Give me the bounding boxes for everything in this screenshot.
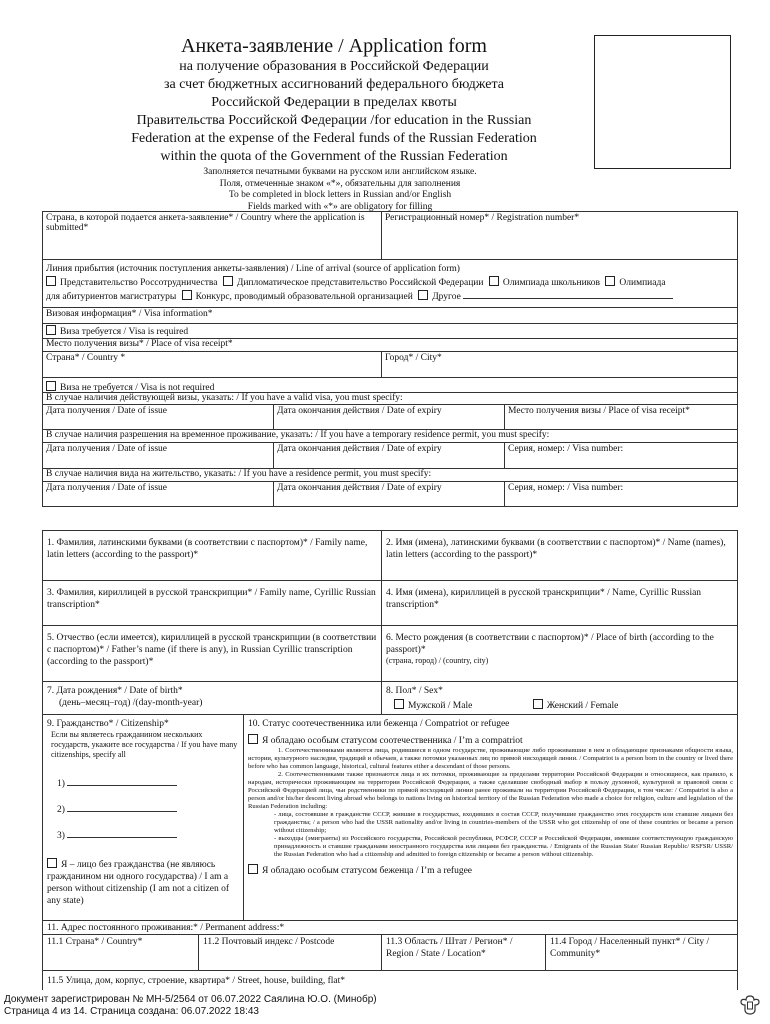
name-latin-field[interactable]: 2. Имя (имена), латинскими буквами (в соответствии с паспортом)* / Name (names), latin letters (according to the passport)* [381, 531, 737, 580]
form-header [100, 34, 568, 166]
form-title: Анкета-заявление / Application form [181, 35, 487, 57]
subtitle-line: Federation at the expense of the Federal funds of the Russian Federation [131, 131, 537, 146]
address-heading: 11. Адрес постоянного проживания:* / Permanent address:* [47, 923, 285, 933]
compatriot-text-2: 2. Соотечественниками также признаются лица и их потомки, проживающие за пределами территории Российской Федерации и относящиеся, как правило, к народам, исторически проживающим на территории Российской Федерации, а также сделавшие свободный выбор в пользу духовной, культурной и правовой связи с Российской Федерацией лица, чьи родственники по прямой восходящей линии ранее проживали на территории Российской Федерации, в том числе: / Compatriot is also a person and/or his/her descent living abroad who belongs to nations living on historical territory of the Russian Federation who made a choice for religion, culture and legislation of the Russian Federation including: [248, 771, 733, 810]
family-name-cyrillic-field[interactable]: 3. Фамилия, кириллицей в русской транскрипции* / Family name, Cyrillic Russian transcription* [47, 588, 376, 610]
option-label: Другое [432, 292, 461, 302]
emblem-icon [738, 993, 762, 1017]
residence-date-expiry[interactable]: Дата окончания действия / Date of expiry [273, 482, 504, 506]
date-of-birth-label: 7. Дата рождения* / Date of birth* [47, 686, 183, 696]
checkbox-refugee[interactable] [248, 864, 258, 874]
instruction-line: Поля, отмеченные знаком «*», обязательны для заполнения [219, 178, 461, 189]
fathers-name-field[interactable]: 5. Отчество (если имеется), кириллицей в русской транскрипции (в соответствии с паспортом)* / Father’s name (if there is any), in Russian Cyrillic transcription (according to the passport)* [47, 633, 377, 667]
stateless-label: Я – лицо без гражданства (не являюсь гражданином ни одного государства) / I am a person without citizenship (I am not a citizen of any state) [47, 860, 230, 906]
checkbox[interactable] [489, 276, 499, 286]
compatriot-text-3: - лица, состоявшие в гражданстве СССР, жившие в государствах, входивших в состав СССР, получившие гражданство этих государств или ставшие лицами без гражданства; / a person who had the USSR nationality and/or living in countries-members of the USSR who got citizenship of one of these countries or became a person without citizenship; [274, 811, 733, 834]
place-of-birth-hint: (страна, город) / (country, city) [386, 656, 489, 665]
visa-date-expiry[interactable]: Дата окончания действия / Date of expiry [273, 405, 504, 429]
instruction-line: Fields marked with «*» are obligatory for filling [247, 201, 433, 212]
checkbox-stateless[interactable] [47, 858, 57, 868]
citizenship-label: 9. Гражданство* / Citizenship* [47, 719, 169, 729]
citizenship-num: 1) [57, 779, 65, 789]
checkbox-compatriot[interactable] [248, 734, 258, 744]
subtitle-line: Правительства Российской Федерации /for education in the Russian [136, 113, 532, 128]
date-of-birth-hint: (день–месяц–год) /(day-month-year) [59, 698, 203, 708]
registration-field[interactable]: Регистрационный номер* / Registration number* [381, 212, 737, 259]
checkbox[interactable] [182, 290, 192, 300]
compatriot-field [243, 715, 737, 920]
option-label: Представительство Россотрудничества [60, 277, 218, 288]
subtitle-line: за счет бюджетных ассигнований федерального бюджета [164, 77, 504, 92]
sex-label: 8. Пол* / Sex* [386, 686, 443, 696]
option-label: Дипломатическое представительство Российской Федерации [236, 277, 484, 288]
instruction-line: To be completed in block letters in Russian and/or English [228, 190, 452, 200]
subtitle-line: Российской Федерации в пределах квоты [211, 95, 457, 110]
checkbox-male[interactable] [394, 699, 404, 709]
compatriot-text-4: - выходцы (эмигранты) из Российского государства, Российской республики, РСФСР, СССР и Российской Федерации, имевшие соответствующую гражданскую принадлежность и ставшие гражданами иностранного государства или лицами без гражданства. / Emigrants of the Russian State/ Russian Republic/ RSFSR/ USSR/ the Russian Federation who had a citizenship and admitted to foreign citizenship or became a person without citizenship. [274, 835, 733, 858]
visa-not-required-row [43, 378, 737, 392]
other-input-line[interactable] [463, 289, 673, 299]
address-city-field[interactable]: 11.4 Город / Населенный пункт* / City / Community* [545, 935, 737, 970]
subtitle-line: на получение образования в Российской Федерации [179, 59, 489, 74]
checkbox[interactable] [418, 290, 428, 300]
citizenship-num: 2) [57, 805, 65, 815]
family-name-latin-field[interactable]: 1. Фамилия, латинскими буквами (в соответствии с паспортом)* / Family name, latin letters (according to the passport)* [47, 538, 368, 560]
visa-info-heading: Визовая информация* / Visa information* [46, 309, 213, 319]
instruction-line: Заполняется печатными буквами на русском или английском языке. [203, 167, 477, 177]
option-label: Виза требуется / Visa is required [60, 327, 189, 337]
checkbox[interactable] [46, 276, 56, 286]
compatriot-label: 10. Статус соотечественника или беженца / Compatriot or refugee [248, 719, 510, 729]
citizenship-hint: Если вы являетесь гражданином нескольких государств, укажите все государства / If you have many citizenships, specify all [51, 730, 238, 759]
visa-date-issue[interactable]: Дата получения / Date of issue [46, 406, 168, 416]
checkbox-female[interactable] [533, 699, 543, 709]
visa-receipt-place[interactable]: Место получения визы / Place of visa receipt* [504, 405, 737, 429]
permit-series-number[interactable]: Серия, номер: / Visa number: [504, 443, 737, 468]
female-label: Женский / Female [546, 701, 619, 711]
visa-country-field[interactable]: Страна* / Country * [46, 353, 126, 363]
address-country-field[interactable]: 11.1 Страна* / Country* [47, 937, 143, 947]
compatriot-option: Я обладаю особым статусом соотечественника / I’m a compatriot [262, 736, 523, 746]
footer-line-1: Документ зарегистрирован № МН-5/2564 от 06.07.2022 Саялина Ю.О. (Минобр) [4, 994, 377, 1005]
date-of-birth-field[interactable] [43, 682, 381, 714]
personal-data-form [42, 530, 738, 990]
arrival-label: Линия прибытия (источник поступления анкеты-заявления) / Line of arrival (source of application form) [46, 264, 460, 274]
visa-form [42, 211, 738, 507]
refugee-option: Я обладаю особым статусом беженца / I’m a refugee [262, 866, 473, 876]
photo-box [594, 35, 731, 169]
subtitle-line: within the quota of the Government of the Russian Federation [160, 149, 508, 164]
arrival-line-field [43, 260, 737, 307]
instructions [150, 167, 530, 213]
checkbox[interactable] [46, 325, 56, 335]
address-region-field[interactable]: 11.3 Область / Штат / Регион* / Region / State / Location* [381, 935, 545, 970]
checkbox[interactable] [223, 276, 233, 286]
option-label: Конкурс, проводимый образовательной организацией [195, 292, 413, 302]
address-street-field[interactable]: 11.5 Улица, дом, корпус, строение, квартира* / Street, house, building, flat* [47, 976, 346, 986]
option-label: для абитуриентов магистратуры [46, 292, 177, 302]
option-label: Олимпиада [619, 277, 666, 288]
footer-line-2: Страница 4 из 14. Страница создана: 06.07.2022 18:43 [4, 1006, 259, 1017]
permit-date-expiry[interactable]: Дата окончания действия / Date of expiry [273, 443, 504, 468]
citizenship-field [43, 715, 243, 920]
citizenship-input-3[interactable] [67, 828, 177, 838]
permit-date-issue[interactable]: Дата получения / Date of issue [46, 444, 168, 454]
place-of-birth-field[interactable] [381, 626, 737, 681]
visa-place-label: Место получения визы* / Place of visa receipt* [46, 339, 233, 349]
option-label: Олимпиада школьников [502, 277, 601, 288]
registration-footer [4, 994, 377, 1018]
valid-visa-label: В случае наличия действующей визы, указать: / If you have a valid visa, you must specify: [46, 393, 403, 403]
checkbox[interactable] [605, 276, 615, 286]
visa-city-field[interactable]: Город* / City* [381, 352, 737, 377]
temp-permit-label: В случае наличия разрешения на временное проживание, указать: / If you have a temporary residence permit, you must specify: [46, 430, 550, 440]
visa-required-row [43, 324, 737, 338]
male-label: Мужской / Male [408, 701, 473, 711]
citizenship-num: 3) [57, 831, 65, 841]
citizenship-input-2[interactable] [67, 802, 177, 812]
residence-series-number[interactable]: Серия, номер: / Visa number: [504, 482, 737, 506]
address-postcode-field[interactable]: 11.2 Почтовый индекс / Postcode [198, 935, 381, 970]
sex-field [381, 682, 737, 714]
residence-permit-label: В случае наличия вида на жительство, указать: / If you have a residence permit, you must specify: [46, 469, 432, 479]
citizenship-input-1[interactable] [67, 776, 177, 786]
place-of-birth-label: 6. Место рождения (в соответствии с паспортом)* / Place of birth (according to the passport)* [386, 633, 714, 655]
option-label: Виза не требуется / Visa is not required [60, 383, 215, 393]
checkbox[interactable] [46, 381, 56, 391]
residence-date-issue[interactable]: Дата получения / Date of issue [46, 483, 168, 493]
name-cyrillic-field[interactable]: 4. Имя (имена), кириллицей в русской транскрипции* / Name, Cyrillic Russian transcription* [381, 581, 737, 625]
compatriot-text-1: 1. Соотечественниками являются лица, родившиеся в одном государстве, проживающие либо проживавшие в нем и обладающие признаками общности языка, истории, культурного наследия, традиций и обычаев, а также потомки указанных лиц по прямой нисходящей линии. / Compatriot is a person born in the country or lived there before who has common language, historical, cultural features either a descendant of those persons. [248, 747, 733, 770]
country-field[interactable]: Страна, в которой подается анкета-заявление* / Country where the application is submitted* [46, 213, 365, 233]
